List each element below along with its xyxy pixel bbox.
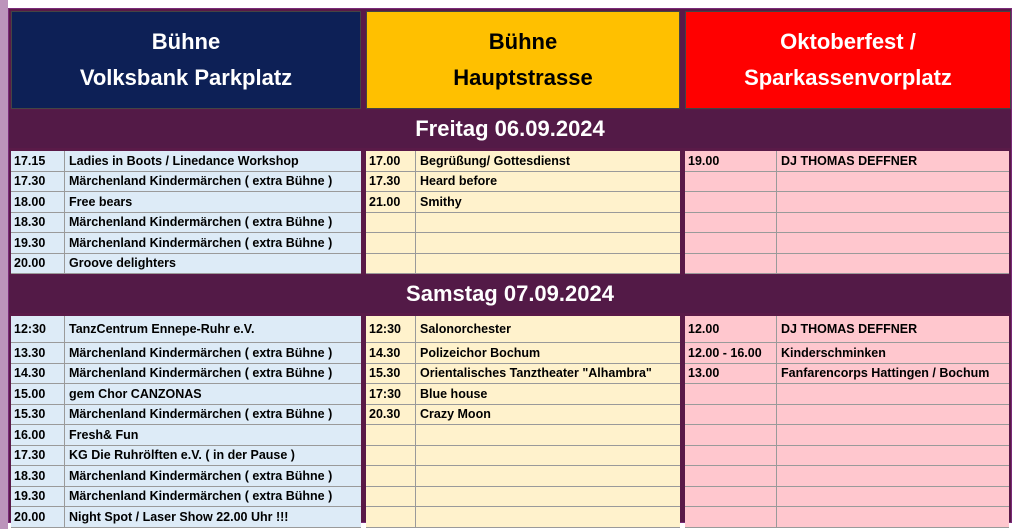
stage-header-line: Sparkassenvorplatz bbox=[744, 65, 952, 90]
friday-hauptstrasse-column bbox=[366, 151, 680, 274]
time-cell bbox=[366, 507, 416, 527]
day-header-friday: Freitag 06.09.2024 bbox=[9, 110, 1011, 148]
saturday-hauptstrasse-column bbox=[366, 316, 680, 528]
event-cell: Märchenland Kindermärchen ( extra Bühne ) bbox=[69, 489, 333, 504]
stage-header-hauptstrasse bbox=[366, 11, 680, 109]
schedule-row bbox=[11, 466, 361, 487]
stage-header-volksbank bbox=[11, 11, 361, 109]
event-cell bbox=[777, 192, 781, 212]
time-cell: 15.30 bbox=[11, 405, 65, 425]
event-cell: Free bears bbox=[69, 194, 133, 209]
time-cell: 12:30 bbox=[366, 316, 416, 342]
friday-oktoberfest-column bbox=[685, 151, 1009, 274]
time-cell: 20.30 bbox=[366, 405, 416, 425]
schedule-row bbox=[685, 316, 1009, 343]
event-cell bbox=[416, 213, 420, 233]
event-cell: DJ THOMAS DEFFNER bbox=[781, 322, 918, 336]
schedule-row bbox=[11, 446, 361, 467]
time-cell: 21.00 bbox=[366, 192, 416, 212]
schedule-row bbox=[11, 192, 361, 213]
event-cell: Orientalisches Tanztheater "Alhambra" bbox=[420, 366, 652, 381]
stage-header-line: Bühne bbox=[488, 29, 558, 54]
stage-header-oktoberfest bbox=[685, 11, 1011, 109]
day-header-saturday: Samstag 07.09.2024 bbox=[9, 275, 1011, 313]
schedule-row bbox=[11, 254, 361, 275]
time-cell bbox=[366, 446, 416, 466]
time-cell bbox=[366, 213, 416, 233]
schedule-row bbox=[366, 151, 680, 172]
time-cell: 19.30 bbox=[11, 233, 65, 253]
event-cell: gem Chor CANZONAS bbox=[69, 386, 202, 401]
time-cell bbox=[685, 405, 777, 425]
event-cell: Kinderschminken bbox=[781, 345, 886, 360]
time-cell: 17.15 bbox=[11, 151, 65, 171]
time-cell: 18.30 bbox=[11, 466, 65, 486]
schedule-row bbox=[11, 384, 361, 405]
schedule-row bbox=[685, 446, 1009, 467]
schedule-row bbox=[685, 466, 1009, 487]
schedule-row bbox=[366, 343, 680, 364]
schedule-row bbox=[366, 213, 680, 234]
schedule-row bbox=[685, 254, 1009, 275]
schedule-row bbox=[11, 405, 361, 426]
event-cell bbox=[777, 172, 781, 192]
time-cell: 16.00 bbox=[11, 425, 65, 445]
event-cell: Crazy Moon bbox=[420, 407, 491, 422]
schedule-row bbox=[11, 364, 361, 385]
schedule-row bbox=[11, 233, 361, 254]
time-cell: 20.00 bbox=[11, 507, 65, 527]
stage-header-line: Volksbank Parkplatz bbox=[79, 65, 293, 90]
time-cell bbox=[366, 466, 416, 486]
event-cell bbox=[416, 425, 420, 445]
time-cell bbox=[685, 507, 777, 527]
stage-header-line: Hauptstrasse bbox=[453, 65, 593, 90]
event-cell bbox=[416, 254, 420, 274]
time-cell bbox=[366, 254, 416, 274]
event-cell: Ladies in Boots / Linedance Workshop bbox=[69, 153, 299, 168]
schedule-row bbox=[685, 405, 1009, 426]
schedule-row bbox=[685, 487, 1009, 508]
time-cell: 14.30 bbox=[11, 364, 65, 384]
schedule-row bbox=[685, 233, 1009, 254]
schedule-row bbox=[366, 507, 680, 528]
event-cell: Fresh& Fun bbox=[69, 427, 139, 442]
event-cell: TanzCentrum Ennepe-Ruhr e.V. bbox=[69, 322, 255, 336]
event-cell bbox=[777, 487, 781, 507]
schedule-row bbox=[366, 364, 680, 385]
schedule-row bbox=[366, 233, 680, 254]
schedule-row bbox=[11, 507, 361, 528]
time-cell bbox=[685, 233, 777, 253]
schedule-row bbox=[685, 425, 1009, 446]
schedule-row bbox=[366, 405, 680, 426]
schedule-row bbox=[366, 466, 680, 487]
event-cell bbox=[416, 487, 420, 507]
event-cell: DJ THOMAS DEFFNER bbox=[781, 153, 918, 168]
event-cell bbox=[777, 466, 781, 486]
stage-header-line: Oktoberfest / bbox=[780, 29, 916, 54]
time-cell: 17.30 bbox=[366, 172, 416, 192]
schedule-row bbox=[11, 316, 361, 343]
schedule-row bbox=[11, 343, 361, 364]
time-cell: 12:30 bbox=[11, 316, 65, 342]
event-cell bbox=[777, 507, 781, 527]
schedule-row bbox=[685, 192, 1009, 213]
time-cell: 12.00 - 16.00 bbox=[685, 343, 777, 363]
time-cell: 18.00 bbox=[11, 192, 65, 212]
time-cell bbox=[685, 172, 777, 192]
schedule-row bbox=[685, 343, 1009, 364]
event-cell bbox=[777, 446, 781, 466]
schedule-row bbox=[366, 172, 680, 193]
event-cell: KG Die Ruhrölften e.V. ( in der Pause ) bbox=[69, 448, 295, 463]
event-cell: Märchenland Kindermärchen ( extra Bühne ) bbox=[69, 174, 333, 189]
event-cell: Salonorchester bbox=[420, 322, 512, 336]
event-cell: Groove delighters bbox=[69, 256, 176, 271]
schedule-row bbox=[685, 507, 1009, 528]
schedule-row bbox=[11, 425, 361, 446]
event-cell: Polizeichor Bochum bbox=[420, 345, 541, 360]
time-cell: 19.30 bbox=[11, 487, 65, 507]
event-cell: Märchenland Kindermärchen ( extra Bühne ) bbox=[69, 468, 333, 483]
time-cell: 13.30 bbox=[11, 343, 65, 363]
event-cell bbox=[777, 213, 781, 233]
schedule-row bbox=[11, 213, 361, 234]
time-cell: 17.30 bbox=[11, 446, 65, 466]
schedule-row bbox=[366, 425, 680, 446]
time-cell: 12.00 bbox=[685, 316, 777, 342]
event-cell: Märchenland Kindermärchen ( extra Bühne ) bbox=[69, 407, 333, 422]
stage-header-line: Bühne bbox=[151, 29, 221, 54]
time-cell bbox=[685, 425, 777, 445]
schedule-row bbox=[11, 487, 361, 508]
friday-volksbank-column bbox=[11, 151, 361, 274]
time-cell: 19.00 bbox=[685, 151, 777, 171]
time-cell: 18.30 bbox=[11, 213, 65, 233]
time-cell bbox=[685, 487, 777, 507]
schedule-row bbox=[366, 192, 680, 213]
schedule-row bbox=[366, 487, 680, 508]
time-cell bbox=[685, 446, 777, 466]
event-cell: Smithy bbox=[420, 194, 462, 209]
schedule-row bbox=[366, 254, 680, 275]
time-cell: 17:30 bbox=[366, 384, 416, 404]
event-cell: Begrüßung/ Gottesdienst bbox=[420, 153, 570, 168]
page-border bbox=[0, 0, 8, 529]
time-cell: 15.00 bbox=[11, 384, 65, 404]
time-cell bbox=[685, 384, 777, 404]
event-cell bbox=[777, 405, 781, 425]
schedule-row bbox=[11, 151, 361, 172]
time-cell bbox=[685, 213, 777, 233]
time-cell bbox=[685, 254, 777, 274]
event-cell: Märchenland Kindermärchen ( extra Bühne ) bbox=[69, 235, 333, 250]
time-cell: 15.30 bbox=[366, 364, 416, 384]
event-cell: Blue house bbox=[420, 386, 488, 401]
schedule-row bbox=[685, 364, 1009, 385]
time-cell: 14.30 bbox=[366, 343, 416, 363]
event-cell bbox=[416, 466, 420, 486]
schedule-row bbox=[685, 384, 1009, 405]
saturday-oktoberfest-column bbox=[685, 316, 1009, 528]
schedule-table bbox=[8, 8, 1012, 523]
event-cell bbox=[777, 384, 781, 404]
schedule-row bbox=[685, 151, 1009, 172]
event-cell bbox=[416, 507, 420, 527]
event-cell bbox=[777, 425, 781, 445]
time-cell: 17.00 bbox=[366, 151, 416, 171]
time-cell: 13.00 bbox=[685, 364, 777, 384]
event-cell: Night Spot / Laser Show 22.00 Uhr !!! bbox=[69, 509, 289, 524]
event-cell: Märchenland Kindermärchen ( extra Bühne ) bbox=[69, 345, 333, 360]
event-cell: Märchenland Kindermärchen ( extra Bühne ) bbox=[69, 215, 333, 230]
schedule-row bbox=[685, 172, 1009, 193]
schedule-row bbox=[685, 213, 1009, 234]
schedule-row bbox=[366, 316, 680, 343]
time-cell: 20.00 bbox=[11, 254, 65, 274]
saturday-volksbank-column bbox=[11, 316, 361, 528]
time-cell bbox=[685, 466, 777, 486]
time-cell bbox=[366, 425, 416, 445]
event-cell bbox=[777, 233, 781, 253]
time-cell bbox=[685, 192, 777, 212]
event-cell: Heard before bbox=[420, 174, 498, 189]
event-cell: Fanfarencorps Hattingen / Bochum bbox=[781, 366, 990, 381]
time-cell bbox=[366, 233, 416, 253]
schedule-row bbox=[366, 446, 680, 467]
event-cell bbox=[416, 233, 420, 253]
time-cell bbox=[366, 487, 416, 507]
schedule-row bbox=[366, 384, 680, 405]
time-cell: 17.30 bbox=[11, 172, 65, 192]
event-cell: Märchenland Kindermärchen ( extra Bühne ) bbox=[69, 366, 333, 381]
event-cell bbox=[416, 446, 420, 466]
event-cell bbox=[777, 254, 781, 274]
schedule-row bbox=[11, 172, 361, 193]
